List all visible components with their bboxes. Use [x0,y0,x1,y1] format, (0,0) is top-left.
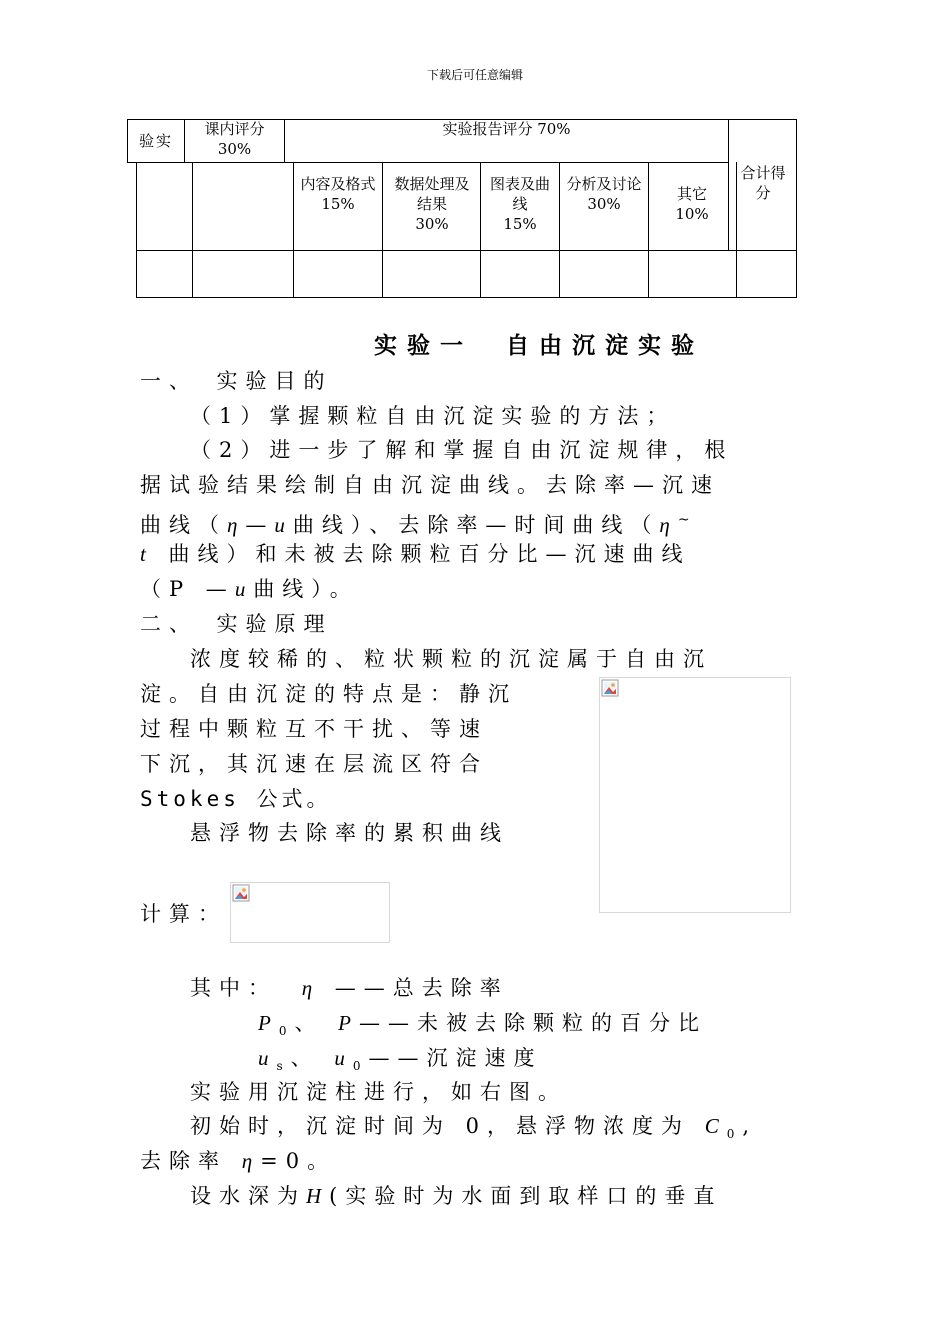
where-p: $P_0$、 P——未被去除颗粒的百分比 [258,1011,707,1039]
depth-line: 设水深为H(实验时为水面到取样口的垂直 [190,1184,723,1208]
settling-column-figure [599,677,791,913]
sub-analysis: 分析及讨论 30% [566,175,642,213]
doc-title: 实验一 自由沉淀实验 [374,332,704,359]
broken-image-icon [601,679,619,697]
header-total: 合计得分 [740,164,786,202]
principle-line-3: 过程中颗粒互不干扰、等速 [140,717,488,741]
principle-line-1: 浓度较稀的、粒状颗粒的沉淀属于自由沉 [190,647,712,671]
section-2-heading: 二、 实验原理 [140,612,333,636]
header-report-score: 实验报告评分 70% [442,120,571,138]
objective-1: （1）掌握颗粒自由沉淀实验的方法； [190,404,676,428]
objective-2-line-5: （P —u曲线）。 [140,577,359,601]
removal-curve-line: 悬浮物去除率的累积曲线 [190,821,509,845]
experiment-line: 实验用沉淀柱进行，如右图。 [190,1080,567,1104]
header-check: 验实 [138,132,173,150]
sub-chart: 图表及曲线 15% [489,175,550,233]
objective-2-line-1: （2）进一步了解和掌握自由沉淀规律，根 [190,438,734,462]
formula-image [230,882,390,943]
principle-line-2: 淀。自由沉淀的特点是：静沉 [140,682,517,706]
objective-2-line-2: 据试验结果绘制自由沉淀曲线。去除率—沉速 [140,473,720,497]
initial-line-2: 去除率 η=0。 [140,1149,337,1173]
header-class-score: 课内评分 30% [204,120,265,158]
objective-2-line-3: 曲线（η—u曲线）、去除率—时间曲线（η~ [140,512,698,537]
initial-line-1: 初始时，沉淀时间为 0，悬浮物浓度为 $C_0$, [190,1114,758,1142]
download-note: 下载后可任意编辑 [426,68,523,82]
sub-data: 数据处理及结果 30% [394,175,470,233]
where-eta: 其中： η ——总去除率 [190,976,509,1000]
calc-label: 计算： [140,902,227,926]
sub-other: 其它 10% [675,185,709,223]
where-u: $u_s$、 $u_0——$沉淀速度 [258,1046,543,1074]
section-1-heading: 一、 实验目的 [140,369,333,393]
sub-content: 内容及格式 15% [300,175,376,213]
principle-line-4: 下沉，其沉速在层流区符合 [140,752,488,776]
broken-image-icon [232,884,250,902]
objective-2-line-4: t 曲线）和未被去除颗粒百分比—沉速曲线 [140,542,691,566]
principle-line-5: Stokes 公式。 [140,787,332,811]
